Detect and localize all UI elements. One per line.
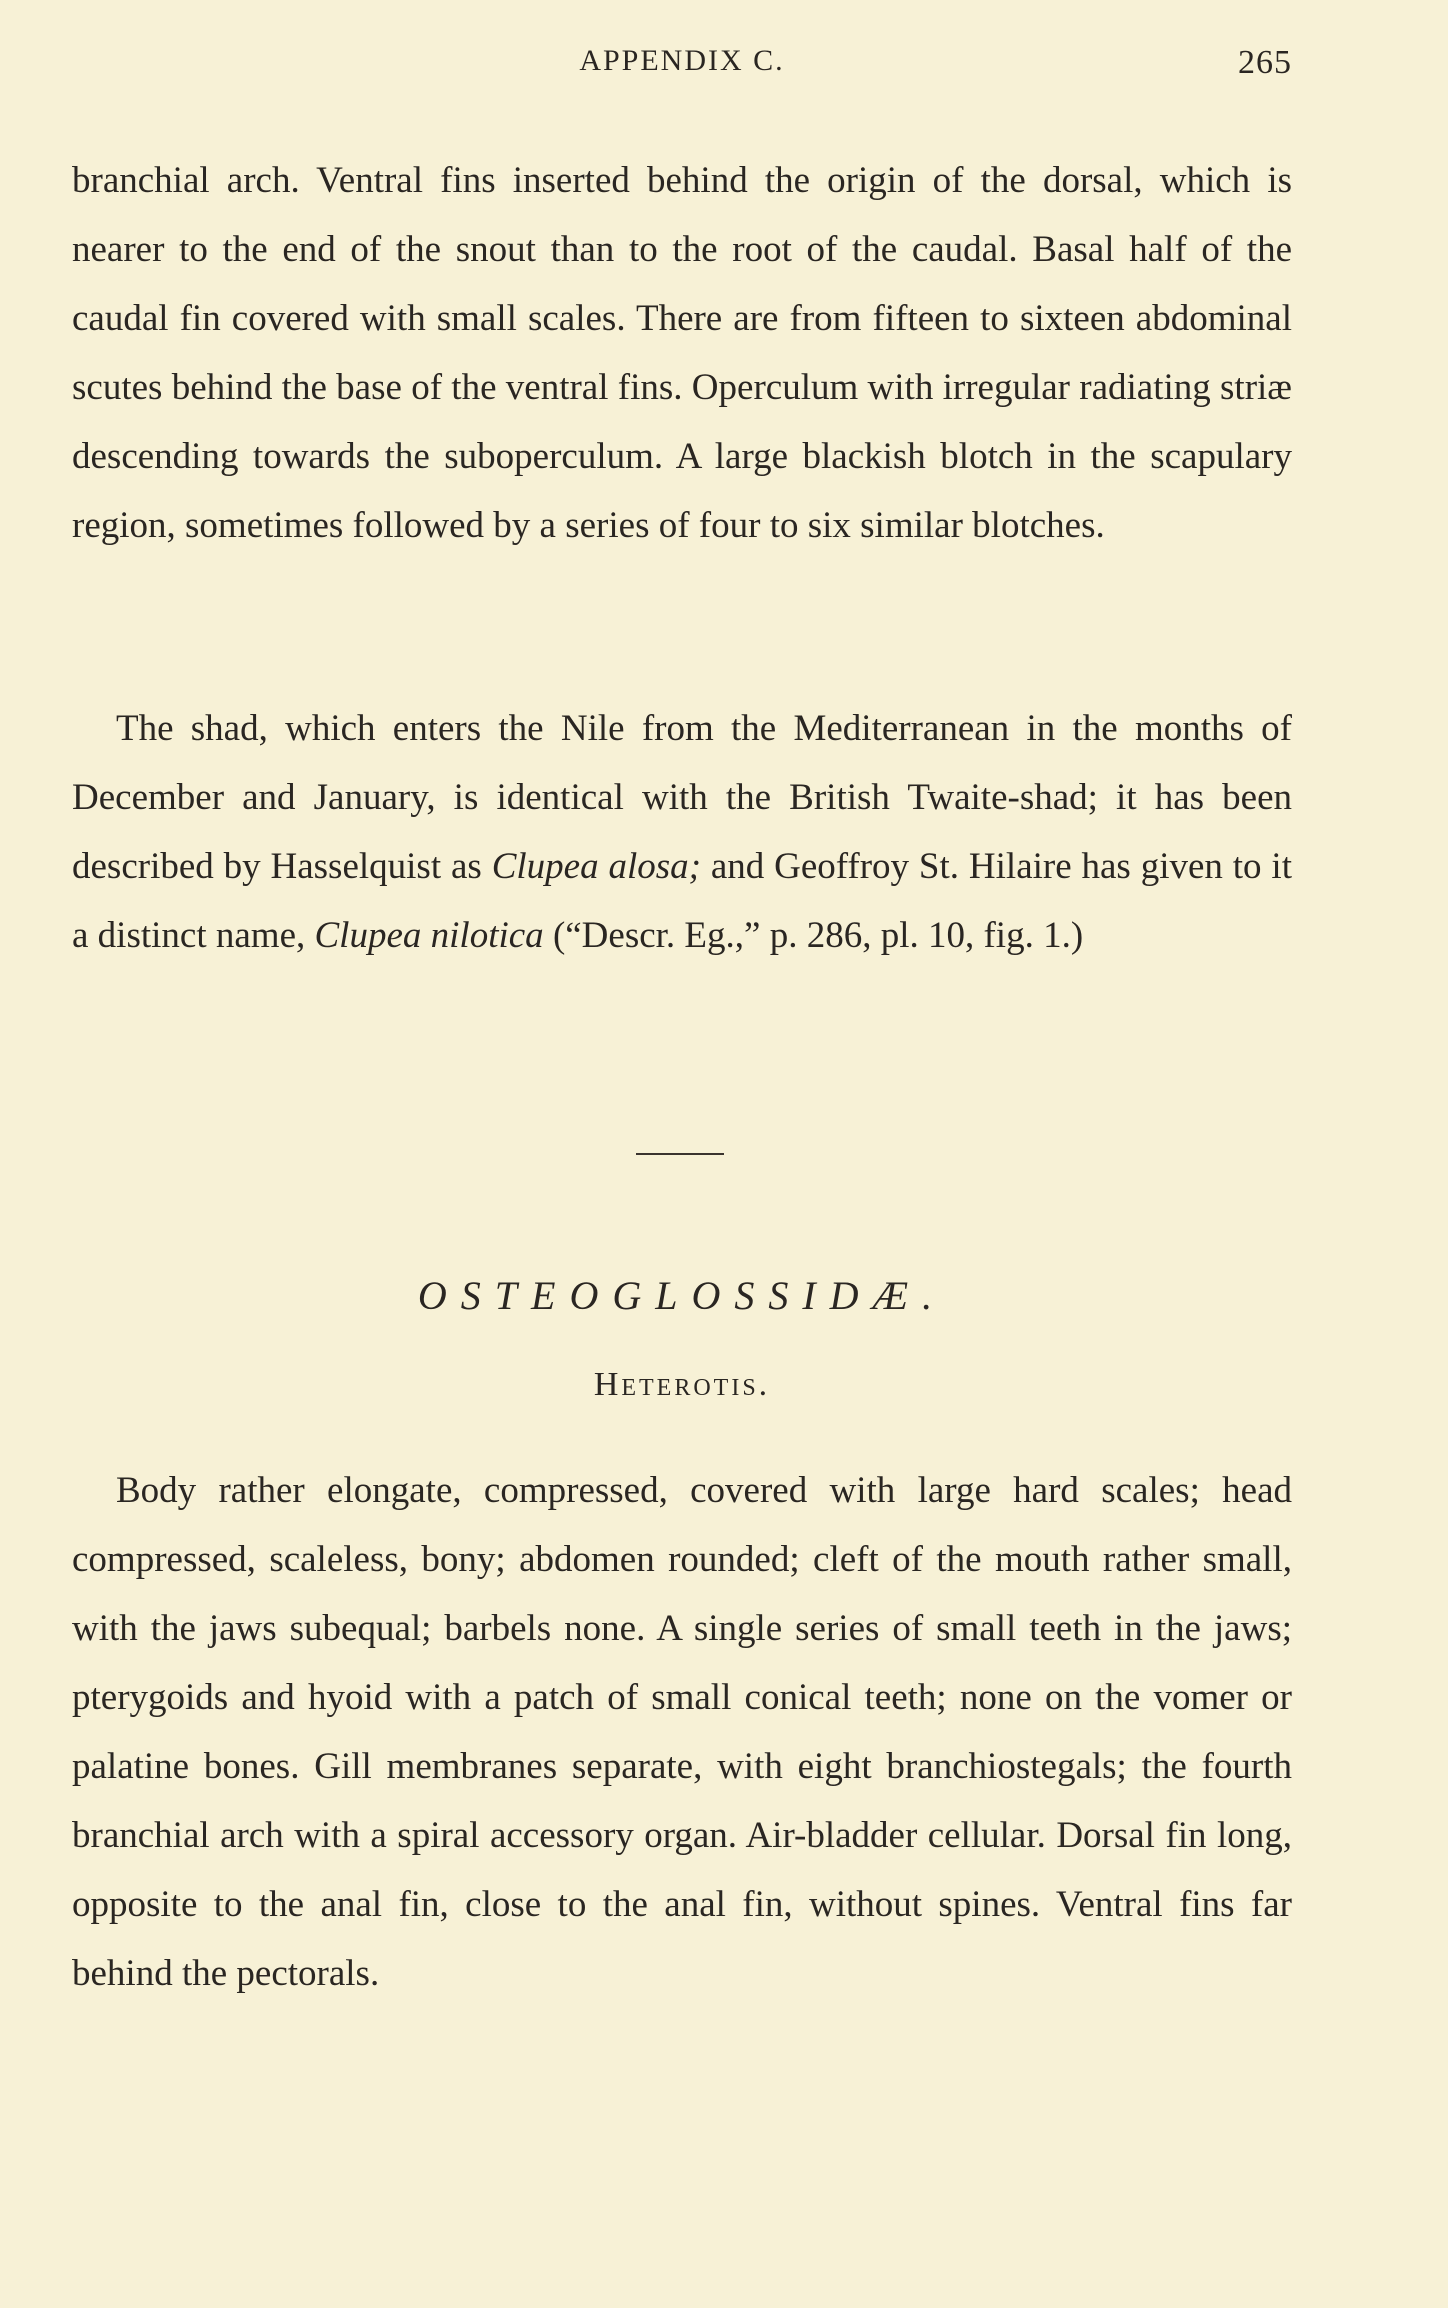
species-name: Clupea alosa; [491,846,701,887]
text-run: The shad, which enters the Nile from the Mediterranean in the months of December and January, is identical with the British Twaite-shad; it has been described by Hasselquist as [72,708,1292,887]
text-run: (“Descr. Eg.,” p. 286, pl. 10, fig. 1.) [552,915,1084,956]
running-title: APPENDIX C. [579,44,785,77]
paragraph-shad [72,694,1292,970]
species-name: Clupea nilotica [314,915,544,956]
paragraph-text: branchial arch. Ventral fins inserted behind the origin of the dorsal, which is nearer to the end of the snout than to the root of the caudal. Basal half of the caudal fin covered with small scales. There are from fifteen to sixteen abdominal scutes behind the base of the ventral fins. Operculum with irregular radiating striæ descending towards the suboperculum. A large blackish blotch in the scapulary region, sometimes followed by a series of four to six similar blotches. [72,160,1292,546]
paragraph-text [72,694,1292,970]
running-head [72,44,1292,88]
page-number: 265 [1238,44,1292,81]
genus-heading: Heterotis. [593,1366,771,1403]
paragraph-heterotis [72,1456,1292,2008]
paragraph-text: Body rather elongate, compressed, covered with large hard scales; head compressed, scaleless, bony; abdomen rounded; cleft of the mouth rather small, with the jaws subequal; barbels none. A single series of small teeth in the jaws; pterygoids and hyoid with a patch of small conical teeth; none on the vomer or palatine bones. Gill membranes separate, with eight branchiostegals; the fourth branchial arch with a spiral accessory organ. Air-bladder cellular. Dorsal fin long, opposite to the anal fin, close to the anal fin, without spines. Ventral fins far behind the pectorals. [72,1470,1292,1994]
text-run: and Geoffroy St. Hilaire has given to it a distinct name, [72,846,1292,956]
paragraph-continuation [72,146,1292,560]
section-divider [636,1153,724,1155]
family-heading: OSTEOGLOSSIDÆ. [417,1273,947,1318]
